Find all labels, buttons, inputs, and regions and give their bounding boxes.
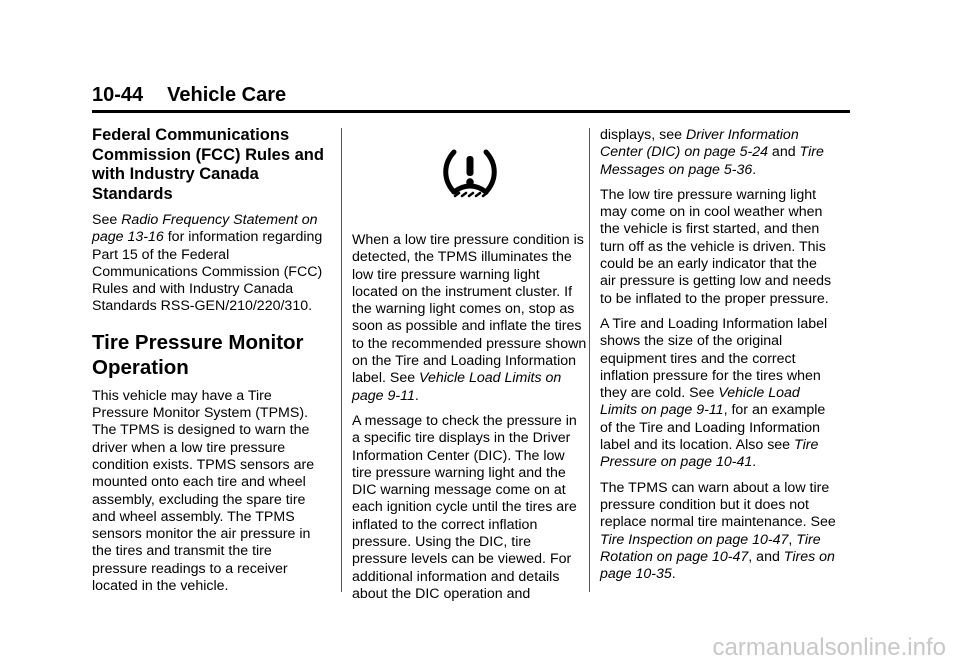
dic-reference[interactable]: Driver Information Center (DIC) on page 5-24: [600, 127, 799, 161]
tire-inspection-reference[interactable]: Tire Inspection on page 10-47: [600, 531, 789, 548]
column-divider: [589, 128, 590, 592]
displays-text: displays, see: [600, 127, 686, 143]
loading-label-paragraph: [600, 316, 836, 472]
tire-pressure-reference[interactable]: Tire Pressure on page 10-41: [600, 437, 819, 471]
sentence-end: .: [671, 566, 676, 583]
sentence-end: .: [414, 387, 419, 404]
vehicle-load-limits-reference-2[interactable]: Vehicle Load Limits on page 9-11: [600, 385, 800, 419]
column-middle: [352, 126, 588, 611]
fcc-rest-text: for information regarding Part 15 of the Federal Communications Commission (FCC) Rules and with Industry Canada Standards RSS-GEN/210/220/310.: [92, 229, 323, 315]
tpms-icon-container: [352, 126, 588, 212]
tires-reference[interactable]: Tires on page 10-35: [600, 548, 835, 583]
loading-label-text: A Tire and Loading Information label shows the size of the original equipment tires and the correct inflation pressure for the tires when they are cold. See: [600, 315, 828, 402]
fcc-paragraph: [92, 212, 328, 316]
column-left: [92, 126, 328, 603]
tire-rotation-reference[interactable]: Tire Rotation on page 10-47: [600, 531, 821, 565]
tpm-heading: Tire Pressure Monitor Operation: [92, 330, 304, 379]
tire-pressure-warning-icon: [440, 146, 500, 198]
tire-messages-reference[interactable]: Tire Messages on page 5-36: [600, 144, 824, 178]
and-text: and: [767, 144, 800, 161]
column-right: [600, 127, 836, 591]
warning-light-text: When a low tire pressure condition is detected, the TPMS illuminates the low tire pressure warning light located on the instrument cluster. If the warning light comes on, stop as soon as possible and inflate the tires to the recommended pressure shown on the Tire and Loading Information label. See: [352, 232, 587, 387]
dic-displays-paragraph: [600, 127, 836, 179]
loading-label-mid-text: , for an example of the Tire and Loading Information label and its location. Also see: [600, 402, 826, 454]
and-text: , and: [748, 548, 784, 565]
warning-light-paragraph: [352, 232, 588, 405]
vehicle-load-limits-reference[interactable]: Vehicle Load Limits on page 9-11: [352, 370, 562, 404]
maintenance-text: The TPMS can warn about a low tire pressure condition but it does not replace normal tire maintenance. See: [600, 479, 836, 531]
sentence-end: .: [752, 161, 757, 178]
dic-message-paragraph: A message to check the pressure in a specific tire displays in the Driver Information Center (DIC). The low tire pressure warning light and the DIC warning message come on at each ignition cycle until the tires are inflated to the correct inflation pressure. Using the DIC, tire pressure levels can be viewed. For additional information and details about the DIC operation and: [352, 412, 577, 602]
column-divider: [341, 128, 342, 592]
fcc-see-text: See: [92, 212, 122, 228]
page-number: 10-44: [92, 84, 144, 106]
separator-text: ,: [788, 531, 797, 548]
fcc-heading: Federal Communications Commission (FCC) Rules and with Industry Canada Standards: [92, 126, 324, 203]
maintenance-paragraph: [600, 480, 836, 584]
cool-weather-paragraph: The low tire pressure warning light may come on in cool weather when the vehicle is first started, and then turn off as the vehicle is driven. This could be an early indicator that the air pressure is getting low and needs to be inflated to the proper pressure.: [600, 186, 832, 307]
radio-frequency-reference[interactable]: Radio Frequency Statement on page 13-16: [92, 212, 318, 246]
watermark: carmanualsonline.info: [712, 634, 946, 661]
tpm-paragraph: This vehicle may have a Tire Pressure Monitor System (TPMS). The TPMS is designed to warn the driver when a low tire pressure condition exists. TPMS sensors are mounted onto each tire and wheel assembly, excluding the spare tire and wheel assembly. The TPMS sensors monitor the air pressure in the tires and transmit the tire pressure readings to a receiver located in the vehicle.: [92, 387, 315, 595]
section-title: Vehicle Care: [167, 84, 287, 106]
sentence-end: .: [752, 454, 757, 471]
page-header: [92, 84, 850, 113]
